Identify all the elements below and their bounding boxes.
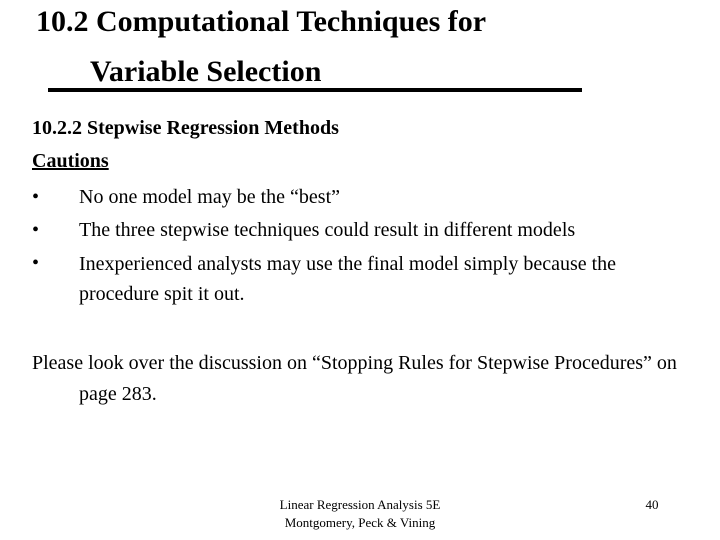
list-item [32, 214, 692, 247]
bullet-icon: • [32, 219, 40, 241]
bullet-icon: • [32, 186, 40, 208]
cautions-heading: Cautions [32, 150, 109, 172]
list-item [32, 181, 692, 214]
bullet-icon: • [32, 252, 40, 274]
bullet-text: Inexperienced analysts may use the final model simply because the procedure spit it out. [79, 253, 617, 305]
discussion-note: Please look over the discussion on “Stopping Rules for Stepwise Procedures” on page 283. [32, 352, 677, 405]
footer-book-title: Linear Regression Analysis 5E [279, 497, 441, 512]
slide-title-line1: 10.2 Computational Techniques for [36, 5, 487, 38]
section-subtitle: 10.2.2 Stepwise Regression Methods [32, 117, 339, 139]
title-underline [48, 88, 582, 92]
bullet-text: The three stepwise techniques could result in different models [79, 219, 576, 241]
cautions-list [32, 181, 692, 311]
slide-title-line2: Variable Selection [90, 55, 322, 88]
footer-citation [250, 496, 470, 532]
footer-authors: Montgomery, Peck & Vining [284, 515, 436, 530]
bullet-text: No one model may be the “best” [79, 186, 341, 208]
page-number: 40 [645, 497, 659, 512]
list-item [32, 247, 692, 311]
